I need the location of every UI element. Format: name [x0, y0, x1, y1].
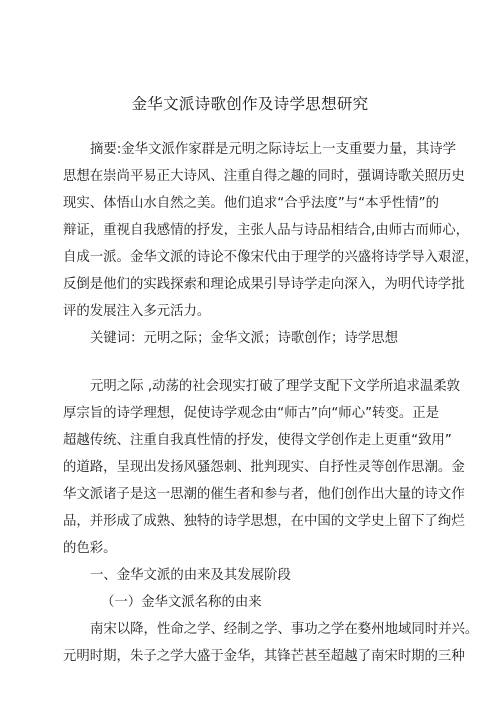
- intro-line: 的道路，呈现出发扬风骚怨刺、批判现实、自抒性灵等创作思潮。金: [63, 460, 465, 475]
- abstract-line: 摘要:金华文派作家群是元明之际诗坛上一支重要力量，其诗学: [90, 142, 457, 157]
- intro-line: 品，并形成了成熟、独特的诗学思想，在中国的文学史上留下了绚烂: [63, 514, 465, 529]
- intro-line: 华文派诸子是这一思潮的催生者和参与者，他们创作出大量的诗文作: [63, 487, 465, 502]
- intro-line: 超越传统、注重自我真性情的抒发，使得文学创作走上更重“致用”: [63, 433, 452, 448]
- intro-line: 元明之际 ,动荡的社会现实打破了理学支配下文学所追求温柔敦: [90, 379, 461, 394]
- intro-line: 的色彩。: [63, 541, 117, 556]
- abstract-line: 辩证，重视自我感情的抒发，主张人品与诗品相结合,由师古而师心，: [63, 223, 469, 238]
- abstract-line: 思想在崇尚平易正大诗风、注重自得之趣的同时，强调诗歌关照历史: [63, 169, 465, 184]
- intro-line: 厚宗旨的诗学理想，促使诗学观念由“师古”向“师心”转变。正是: [63, 406, 439, 421]
- body-line: 南宋以降，性命之学、经制之学、事功之学在婺州地域同时并兴。: [90, 622, 479, 637]
- abstract-line: 现实、体悟山水自然之美。他们追求“合乎法度”与“本乎性情”的: [63, 196, 439, 211]
- body-line: 元明时期，朱子之学大盛于金华，其锋芒甚至超越了南宋时期的三种: [63, 649, 465, 664]
- abstract-line: 自成一派。金华文派的诗论不像宋代由于理学的兴盛将诗学导入艰涩，: [63, 250, 479, 265]
- subsection-heading: （一）金华文派名称的由来: [101, 595, 262, 610]
- abstract-line: 反倒是他们的实践探索和理论成果引导诗学走向深入，为明代诗学批: [63, 277, 465, 292]
- document-title: 金华文派诗歌创作及诗学思想研究: [131, 95, 369, 113]
- abstract-line: 评的发展注入多元活力。: [63, 304, 211, 319]
- keywords: 关键词：元明之际；金华文派；诗歌创作；诗学思想: [90, 331, 398, 346]
- section-heading: 一、金华文派的由来及其发展阶段: [90, 568, 291, 583]
